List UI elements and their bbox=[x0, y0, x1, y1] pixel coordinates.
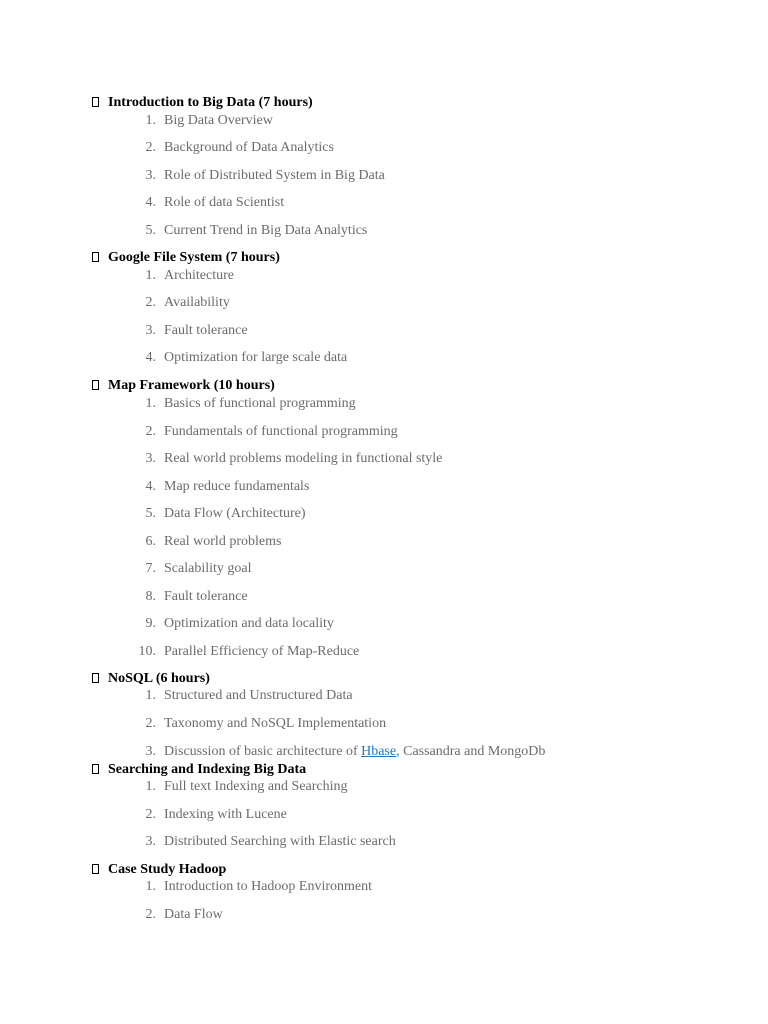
checkbox-bullet-icon bbox=[92, 673, 99, 683]
section-heading bbox=[92, 861, 226, 879]
hbase-link[interactable]: Hbase bbox=[361, 744, 397, 759]
checkbox-bullet-icon bbox=[92, 97, 99, 107]
section-title: Case Study Hadoop bbox=[108, 862, 227, 877]
checkbox-bullet-icon bbox=[92, 764, 99, 774]
document-page: Introduction to Big Data (7 hours) 1. Big Data Overview 2. Background of Data Analytics 3. Role of Distributed System in Big Data 4. Role of data Scientist 5. Current Trend in Big Data Analytics Google File System (7 hours) 1. Architecture 2. Availability 3. Fault tolerance 4. Optimization for large scale data Map Framework (10 hours) 1. Basics of functional programming 2. Fundamentals of functional programming 3. Real world problems modeling in functional style 4. Map reduce fundamentals 5. Data Flow (Architecture) 6. Real world problems 7. Scalability goal 8. Fault tolerance 9. Optimization and data locality 10. Parallel Efficiency of Map-Reduce NoSQL (6 hours) 1. Structured and Unstructured Data 2. Taxonomy and NoSQL Implementation 3. Discussion of basic architecture of Hbase, Cassandra and MongoDb Searching and Indexing Big Data 1. Full text Indexing and Searching 2. Indexing with Lucene 3. Distributed Searching with Elastic search Case Study Hadoop 1. Introduction to Hadoop Environment 2. Data Flow bbox=[0, 0, 768, 1024]
section-title: Map Framework (10 hours) bbox=[108, 378, 275, 393]
checkbox-bullet-icon bbox=[92, 864, 99, 874]
section-title: Introduction to Big Data (7 hours) bbox=[108, 95, 313, 110]
section-title: NoSQL (6 hours) bbox=[108, 671, 210, 686]
section-heading bbox=[92, 249, 280, 267]
section-heading bbox=[92, 94, 313, 112]
section-title: Google File System (7 hours) bbox=[108, 250, 280, 265]
section-heading bbox=[92, 761, 306, 779]
section-heading bbox=[92, 377, 275, 395]
section-heading bbox=[92, 670, 210, 688]
checkbox-bullet-icon bbox=[92, 380, 99, 390]
section-title: Searching and Indexing Big Data bbox=[108, 762, 307, 777]
checkbox-bullet-icon bbox=[92, 252, 99, 262]
